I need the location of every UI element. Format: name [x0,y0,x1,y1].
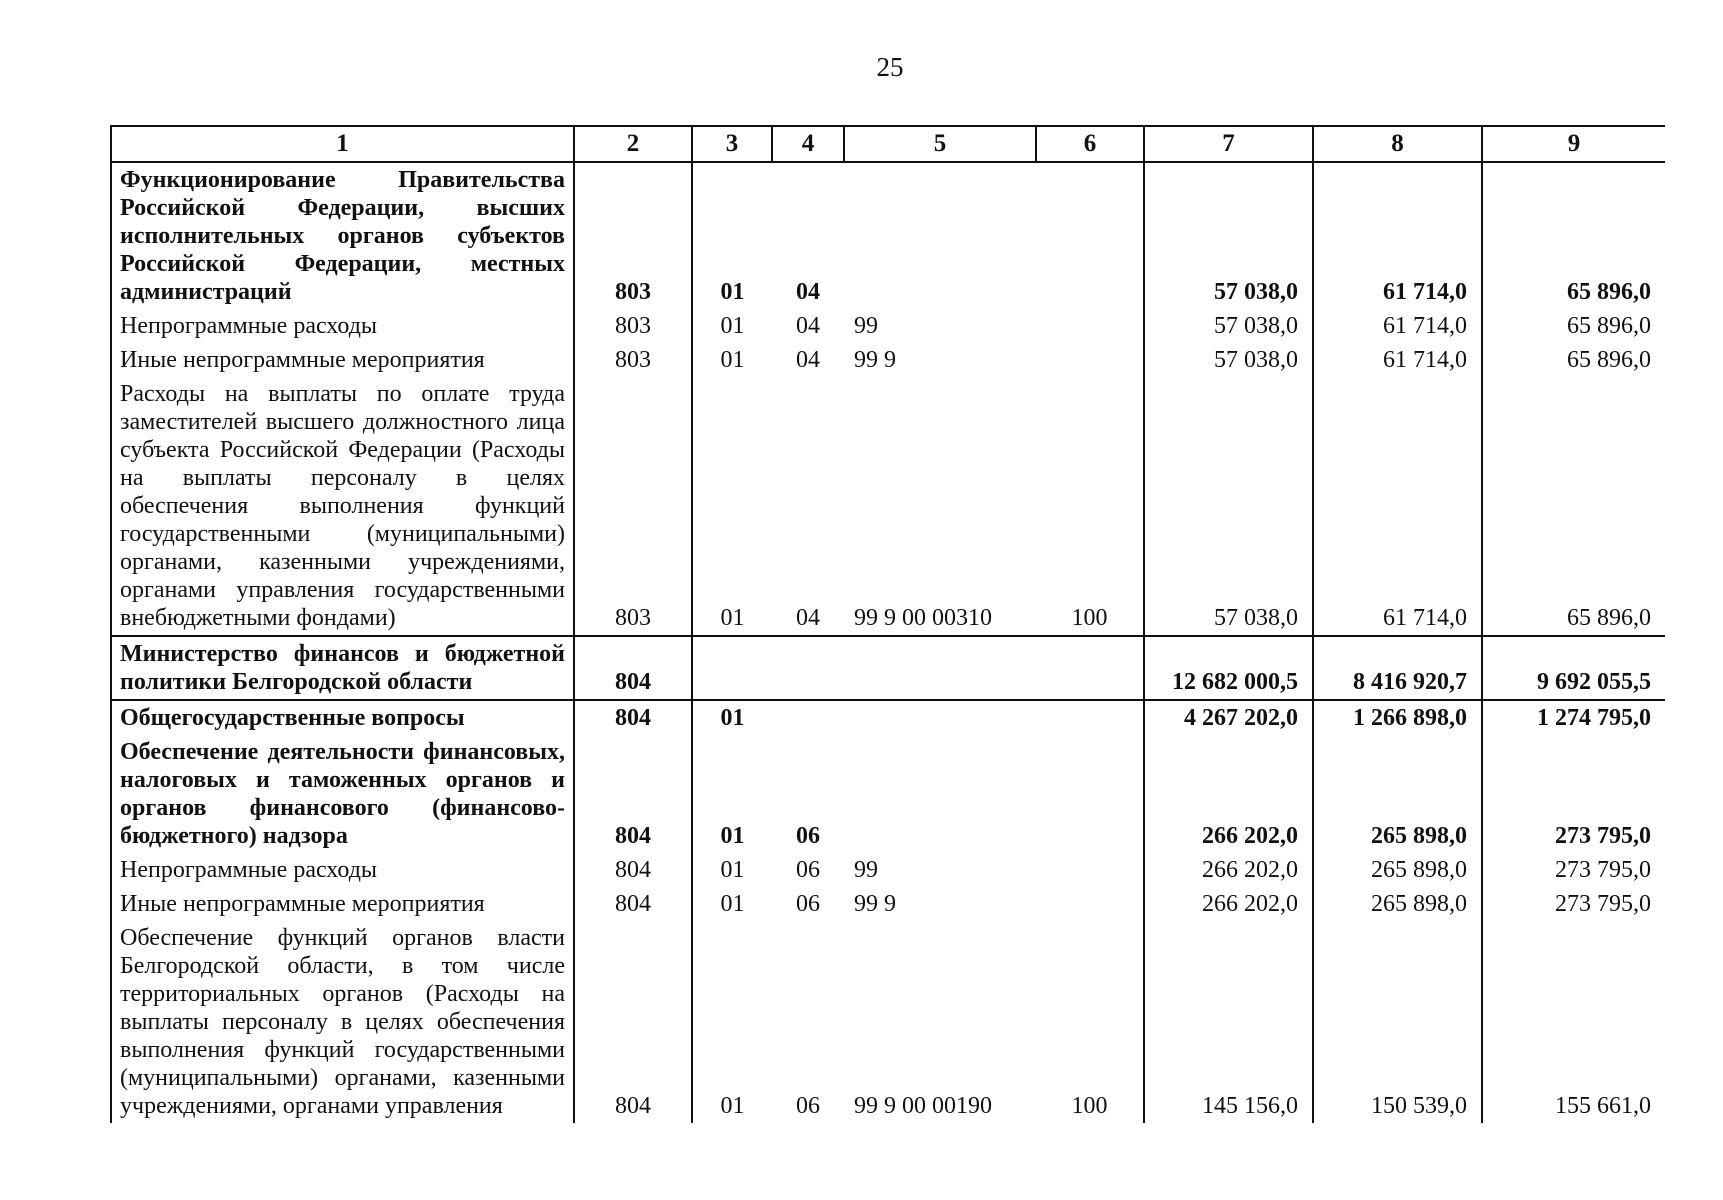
amount-col8-cell: 1 266 898,0 [1313,700,1482,735]
budget-table-container [110,125,1665,1150]
amount-col7-cell: 57 038,0 [1144,162,1313,309]
table-row [111,636,1665,700]
expense-type-cell [1036,735,1144,853]
table-row [111,309,1665,343]
row-name-cell: Функционирование Правительства Российской Федерации, высших исполнительных органов субъектов Российской Федерации, местных администраций [111,162,574,309]
table-row [111,887,1665,921]
amount-col9-cell: 65 896,0 [1482,309,1665,343]
ministry-code-cell: 804 [574,921,692,1123]
amount-col7-cell: 57 038,0 [1144,309,1313,343]
target-article-cell: 99 [854,857,878,883]
expense-type-cell [1036,162,1144,309]
expense-type-cell: 100 [1036,377,1144,636]
section-code-cell: 01 [692,735,772,853]
amount-col7-cell: 57 038,0 [1144,343,1313,377]
row-name-cell: Непрограммные расходы [111,853,574,887]
row-name-cell: Расходы на выплаты по оплате труда заместителей высшего должностного лица субъекта Российской Федерации (Расходы на выплаты персоналу в целях обеспечения выполнения функций государственными (муниципальными) органами, казенными учреждениями, органами управления государственными внебюджетными фондами) [111,377,574,636]
section-code-cell: 01 [692,377,772,636]
amount-col7-cell: 145 156,0 [1144,921,1313,1123]
table-body [111,162,1665,1123]
page-number: 25 [876,52,904,82]
amount-col8-cell: 265 898,0 [1313,853,1482,887]
target-article-cell: 99 [854,313,878,339]
ministry-code-cell: 803 [574,162,692,309]
amount-col7-cell: 266 202,0 [1144,735,1313,853]
ministry-code-cell: 803 [574,343,692,377]
row-name-cell: Обеспечение деятельности финансовых, налоговых и таможенных органов и органов финансового (финансово-бюджетного) надзора [111,735,574,853]
table-row [111,343,1665,377]
column-header: 7 [1144,126,1313,162]
column-header: 8 [1313,126,1482,162]
column-header: 4 [772,126,844,162]
target-article-cell [844,636,1036,700]
subsection-code-cell: 04 [796,313,820,339]
section-code-cell: 01 [692,853,772,887]
amount-col7-cell: 12 682 000,5 [1144,636,1313,700]
expense-type-cell [1036,853,1144,887]
amount-col9-cell: 65 896,0 [1482,343,1665,377]
column-header: 9 [1482,126,1665,162]
expense-type-cell: 100 [1036,921,1144,1123]
amount-col9-cell: 1 274 795,0 [1482,700,1665,735]
amount-col9-cell: 155 661,0 [1482,921,1665,1123]
table-row [111,377,1665,636]
subsection-code-cell: 06 [796,891,820,917]
table-row [111,921,1665,1123]
expense-type-cell [1036,636,1144,700]
subsection-code-cell: 06 [796,1093,820,1119]
amount-col9-cell: 273 795,0 [1482,735,1665,853]
amount-col9-cell: 9 692 055,5 [1482,636,1665,700]
amount-col9-cell: 273 795,0 [1482,853,1665,887]
amount-col8-cell: 61 714,0 [1313,309,1482,343]
subsection-code-cell [772,636,844,700]
expense-type-cell [1036,343,1144,377]
ministry-code-cell: 804 [574,700,692,735]
row-name-cell: Министерство финансов и бюджетной политики Белгородской области [111,636,574,700]
target-article-cell [844,735,1036,853]
column-header: 3 [692,126,772,162]
amount-col8-cell: 150 539,0 [1313,921,1482,1123]
column-header: 5 [844,126,1036,162]
target-article-cell: 99 9 [854,347,896,373]
expense-type-cell [1036,700,1144,735]
column-header: 1 [111,126,574,162]
row-name-cell: Иные непрограммные мероприятия [111,887,574,921]
subsection-code-cell: 04 [772,377,844,636]
table-row [111,853,1665,887]
row-name-cell: Иные непрограммные мероприятия [111,343,574,377]
amount-col8-cell: 265 898,0 [1313,887,1482,921]
amount-col8-cell: 265 898,0 [1313,735,1482,853]
ministry-code-cell: 804 [574,887,692,921]
expense-type-cell [1036,887,1144,921]
table-row [111,700,1665,735]
section-code-cell: 01 [692,343,772,377]
amount-col7-cell: 4 267 202,0 [1144,700,1313,735]
subsection-code-cell: 04 [796,279,820,305]
target-article-cell: 99 9 00 00190 [854,1093,992,1119]
amount-col7-cell: 266 202,0 [1144,853,1313,887]
amount-col9-cell: 65 896,0 [1482,162,1665,309]
ministry-code-cell: 803 [574,377,692,636]
section-code-cell [692,636,772,700]
row-name-cell: Общегосударственные вопросы [111,700,574,735]
target-article-cell [844,700,1036,735]
target-article-cell: 99 9 [854,891,896,917]
header-row [111,126,1665,162]
column-header: 6 [1036,126,1144,162]
ministry-code-cell: 804 [574,735,692,853]
amount-col9-cell: 65 896,0 [1482,377,1665,636]
section-code-cell: 01 [692,700,772,735]
subsection-code-cell: 06 [796,857,820,883]
ministry-code-cell: 804 [574,636,692,700]
column-header: 2 [574,126,692,162]
row-name-cell: Непрограммные расходы [111,309,574,343]
row-name-cell: Обеспечение функций органов власти Белгородской области, в том числе территориальных органов (Расходы на выплаты персоналу в целях обеспечения выполнения функций государственными (муниципальными) органами, казенными учреждениями, органами управления [111,921,574,1123]
ministry-code-cell: 804 [574,853,692,887]
amount-col7-cell: 266 202,0 [1144,887,1313,921]
amount-col8-cell: 61 714,0 [1313,162,1482,309]
section-code-cell: 01 [692,921,772,1123]
amount-col8-cell: 8 416 920,7 [1313,636,1482,700]
amount-col9-cell: 273 795,0 [1482,887,1665,921]
section-code-cell: 01 [692,309,772,343]
budget-table [110,125,1665,1123]
section-code-cell: 01 [692,887,772,921]
amount-col8-cell: 61 714,0 [1313,377,1482,636]
amount-col8-cell: 61 714,0 [1313,343,1482,377]
subsection-code-cell [772,700,844,735]
amount-col7-cell: 57 038,0 [1144,377,1313,636]
ministry-code-cell: 803 [574,309,692,343]
expense-type-cell [1036,309,1144,343]
subsection-code-cell: 06 [796,823,820,849]
table-row [111,162,1665,309]
target-article-cell [844,162,1036,309]
section-code-cell: 01 [692,162,772,309]
subsection-code-cell: 04 [796,347,820,373]
table-row [111,735,1665,853]
target-article-cell: 99 9 00 00310 [844,377,1036,636]
